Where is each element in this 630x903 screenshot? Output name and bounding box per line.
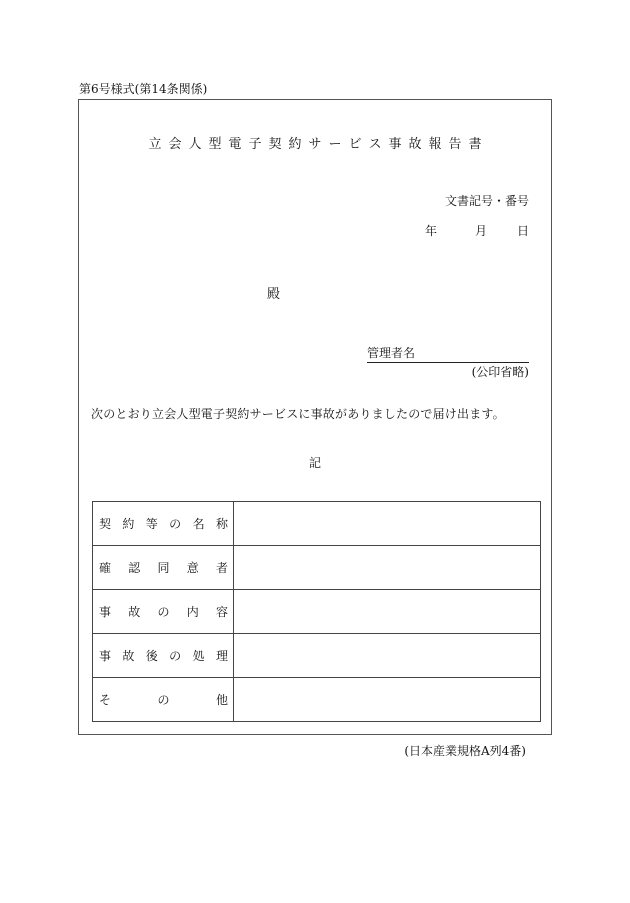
table-row bbox=[93, 546, 541, 590]
manager-name-field bbox=[367, 344, 529, 363]
row-value-cell[interactable] bbox=[234, 678, 541, 722]
seal-omitted-note: (公印省略) bbox=[471, 365, 529, 379]
report-items-table bbox=[92, 501, 541, 722]
date-month: 月 bbox=[474, 224, 487, 238]
date-line bbox=[425, 222, 529, 239]
date-year: 年 bbox=[424, 224, 437, 238]
report-frame bbox=[78, 99, 552, 735]
table-row bbox=[93, 590, 541, 634]
table-row bbox=[93, 678, 541, 722]
manager-label: 管理者名 bbox=[367, 346, 416, 360]
row-label bbox=[93, 634, 234, 678]
row-label-text: 契 約 等 の 名 称 bbox=[99, 517, 228, 531]
row-label-text: 事 故 後 の 処 理 bbox=[99, 649, 228, 663]
table-row bbox=[93, 634, 541, 678]
row-label-text: そ の 他 bbox=[99, 693, 228, 707]
row-value-cell[interactable] bbox=[234, 634, 541, 678]
row-value-cell[interactable] bbox=[234, 546, 541, 590]
row-label-text: 確 認 同 意 者 bbox=[99, 561, 228, 575]
row-label bbox=[93, 502, 234, 546]
table-row bbox=[93, 502, 541, 546]
document-title: 立会人型電子契約サービス事故報告書 bbox=[148, 137, 489, 152]
row-value-cell[interactable] bbox=[234, 502, 541, 546]
row-label-text: 事 故 の 内 容 bbox=[99, 605, 228, 619]
report-statement: 次のとおり立会人型電子契約サービスに事故がありましたので届け出ます。 bbox=[91, 407, 505, 421]
addressee-suffix: 殿 bbox=[267, 287, 281, 302]
row-label bbox=[93, 546, 234, 590]
form-number: 第6号様式(第14条関係) bbox=[79, 82, 208, 96]
row-label bbox=[93, 590, 234, 634]
ki-heading: 記 bbox=[308, 456, 321, 470]
row-label bbox=[93, 678, 234, 722]
row-value-cell[interactable] bbox=[234, 590, 541, 634]
paper-size-note: (日本産業規格A列4番) bbox=[404, 744, 526, 758]
date-day: 日 bbox=[516, 224, 529, 238]
document-number-label: 文書記号・番号 bbox=[444, 194, 529, 208]
